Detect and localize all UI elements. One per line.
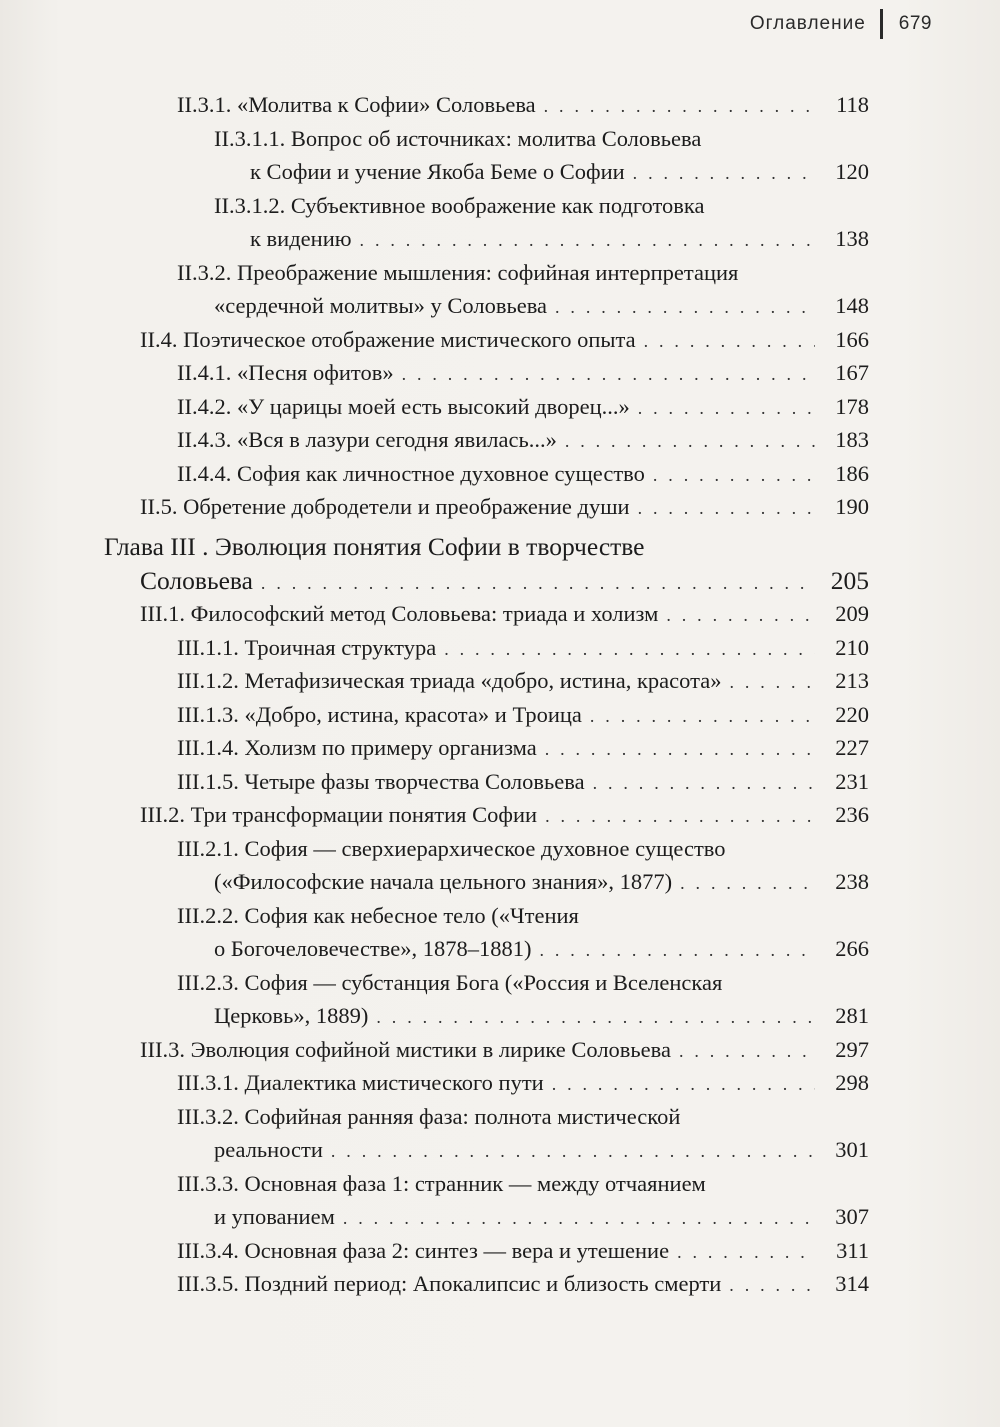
toc-entry-title: III.3. Эволюция софийной мистики в лирике Соловьева — [140, 1036, 671, 1062]
toc-entry-title: к видению — [250, 226, 352, 251]
toc-entry-page: 210 — [835, 634, 869, 660]
toc-entry-title: II.3.1.2. Субъективное воображение как подготовка — [214, 192, 705, 218]
toc-entry-page: 307 — [835, 1204, 869, 1229]
toc-chapter-heading — [104, 530, 869, 564]
toc-entry — [140, 323, 869, 357]
toc-entry — [177, 390, 869, 424]
toc-entry — [177, 1267, 869, 1301]
toc-entry — [177, 731, 869, 765]
toc-leader-dots — [360, 223, 815, 257]
toc-entry — [214, 865, 869, 899]
toc-entry — [214, 932, 869, 966]
toc-chapter-heading — [140, 564, 869, 598]
toc-entry-page: 238 — [835, 869, 869, 894]
toc-entry-title: III.3.2. Софийная ранняя фаза: полнота мистической — [177, 1103, 681, 1129]
toc-leader-dots — [638, 391, 815, 425]
toc-entry — [214, 122, 869, 156]
running-head-divider — [880, 9, 883, 39]
toc-leader-dots — [679, 1034, 815, 1068]
toc-entry — [250, 155, 869, 189]
toc-entry-title: о Богочеловечестве», 1878–1881) — [214, 936, 532, 961]
toc-entry-title: II.3.1.1. Вопрос об источниках: молитва Соловьева — [214, 125, 702, 151]
toc-entry — [177, 966, 869, 1000]
toc-entry-page: 166 — [835, 326, 869, 352]
toc-leader-dots — [593, 766, 815, 800]
toc-entry-page: 297 — [835, 1036, 869, 1062]
toc-entry — [177, 1100, 869, 1134]
toc-leader-dots — [376, 1000, 815, 1034]
toc-entry-title: III.1. Философский метод Соловьева: триада и холизм — [140, 601, 659, 626]
toc-entry-title: III.3.5. Поздний период: Апокалипсис и близость смерти — [177, 1271, 722, 1296]
toc-leader-dots — [590, 699, 815, 733]
toc-entry-title: II.4.2. «У царицы моей есть высокий дворец...» — [177, 393, 630, 419]
toc-entry — [177, 631, 869, 665]
toc-entry-title: III.2. Три трансформации понятия Софии — [140, 802, 538, 827]
toc-entry-page: 266 — [835, 936, 869, 961]
toc-leader-dots — [638, 491, 815, 525]
toc-leader-dots — [552, 1067, 815, 1101]
toc-entry — [140, 597, 869, 631]
toc-leader-dots — [544, 89, 815, 123]
running-head-title: Оглавление — [749, 13, 866, 34]
toc-entry — [214, 289, 869, 323]
toc-entry-page: 298 — [835, 1070, 869, 1095]
toc-entry — [214, 999, 869, 1033]
toc-entry-title: II.4.3. «Вся в лазури сегодня явилась...» — [177, 427, 557, 452]
toc-entry-title: III.2.3. София — субстанция Бога («Россия и Вселенская — [177, 969, 723, 995]
toc-leader-dots — [402, 357, 815, 391]
toc-leader-dots — [261, 566, 807, 600]
toc-entry-title: III.1.3. «Добро, истина, красота» и Троица — [177, 701, 582, 727]
toc-entry — [177, 457, 869, 491]
toc-entry-title: III.2.2. София как небесное тело («Чтения — [177, 902, 579, 928]
toc-entry-title: III.1.5. Четыре фазы творчества Соловьева — [177, 768, 585, 794]
toc-entry — [177, 423, 869, 457]
toc-entry — [177, 256, 869, 290]
toc-entry-title: II.3.1. «Молитва к Софии» Соловьева — [177, 92, 536, 117]
toc-entry-page: 178 — [835, 393, 869, 419]
toc-leader-dots — [545, 799, 815, 833]
toc-entry-page: 148 — [835, 293, 869, 318]
toc-entry-title: к Софии и учение Якоба Беме о Софии — [250, 159, 625, 184]
toc-entry-page: 190 — [835, 494, 869, 519]
toc-entry — [177, 832, 869, 866]
toc-entry — [214, 1200, 869, 1234]
toc-entry-page: 118 — [836, 92, 869, 117]
toc-entry-page: 236 — [835, 802, 869, 827]
toc-entry-title: Глава III . Эволюция понятия Софии в творчестве — [104, 532, 645, 561]
toc-entry — [140, 798, 869, 832]
toc-entry-title: III.3.4. Основная фаза 2: синтез — вера и утешение — [177, 1237, 670, 1263]
toc-leader-dots — [444, 632, 815, 666]
toc-entry-page: 227 — [835, 735, 869, 760]
toc-leader-dots — [729, 1268, 815, 1302]
toc-entry-page: 220 — [835, 701, 869, 727]
toc-entry-page: 209 — [835, 601, 869, 626]
toc-entry-title: («Философские начала цельного знания», 1877) — [214, 869, 673, 894]
toc-leader-dots — [729, 665, 815, 699]
toc-leader-dots — [633, 156, 815, 190]
toc-entry-page: 231 — [835, 768, 869, 794]
toc-entry — [214, 1133, 869, 1167]
toc-entry-page: 183 — [835, 427, 869, 452]
toc-entry-title: II.5. Обретение добродетели и преображение души — [140, 494, 630, 519]
toc-entry-title: III.2.1. София — сверхиерархическое духовное существо — [177, 835, 726, 861]
toc-entry-title: реальности — [214, 1137, 323, 1162]
toc-entry-title: «сердечной молитвы» у Соловьева — [214, 293, 548, 318]
toc-entry-page: 205 — [830, 565, 869, 595]
toc-entry — [140, 490, 869, 524]
toc-leader-dots — [565, 424, 815, 458]
toc-entry-title: и упованием — [214, 1204, 335, 1229]
toc-entry-page: 311 — [836, 1237, 869, 1263]
toc-entry — [177, 1066, 869, 1100]
toc-entry — [140, 1033, 869, 1067]
toc-entry-title: III.1.1. Троичная структура — [177, 634, 437, 660]
page-number: 679 — [898, 13, 932, 34]
toc-entry — [177, 356, 869, 390]
toc-leader-dots — [680, 866, 815, 900]
toc-entry-title: II.4.4. София как личностное духовное существо — [177, 460, 645, 486]
toc-entry-page: 281 — [835, 1003, 869, 1028]
toc-entry-page: 301 — [835, 1137, 869, 1162]
toc-entry-title: III.3.1. Диалектика мистического пути — [177, 1070, 544, 1095]
toc-entry-title: II.3.2. Преображение мышления: софийная интерпретация — [177, 259, 739, 285]
toc-entry — [177, 88, 869, 122]
toc-entry — [177, 899, 869, 933]
toc-entry-page: 213 — [835, 668, 869, 693]
toc-leader-dots — [539, 933, 815, 967]
toc-entry-title: Церковь», 1889) — [214, 1003, 369, 1028]
toc-entry — [214, 189, 869, 223]
toc-entry-page: 138 — [835, 226, 869, 251]
toc-entry-page: 120 — [835, 159, 869, 184]
toc-leader-dots — [677, 1235, 815, 1269]
toc-entry-title: II.4. Поэтическое отображение мистического опыта — [140, 326, 636, 352]
toc-entry — [250, 222, 869, 256]
toc-leader-dots — [545, 732, 815, 766]
toc-entry-title: II.4.1. «Песня офитов» — [177, 360, 394, 385]
toc-leader-dots — [343, 1201, 815, 1235]
toc-entry-page: 186 — [835, 460, 869, 486]
toc-leader-dots — [666, 598, 815, 632]
toc-entry-title: III.3.3. Основная фаза 1: странник — между отчаянием — [177, 1170, 706, 1196]
toc-leader-dots — [555, 290, 815, 324]
toc-entry-title: III.1.4. Холизм по примеру организма — [177, 735, 537, 760]
toc-entry — [177, 664, 869, 698]
toc-leader-dots — [653, 458, 815, 492]
toc-entry-title: III.1.2. Метафизическая триада «добро, истина, красота» — [177, 668, 722, 693]
toc-entry-page: 314 — [835, 1271, 869, 1296]
toc-entry — [177, 1167, 869, 1201]
toc-entry — [177, 765, 869, 799]
toc-entry — [177, 1234, 869, 1268]
toc-entry-title: Соловьева — [140, 565, 253, 595]
toc-entry — [177, 698, 869, 732]
toc-entry-page: 167 — [835, 360, 869, 385]
toc-leader-dots — [644, 324, 815, 358]
toc-leader-dots — [331, 1134, 815, 1168]
running-head — [750, 8, 932, 40]
